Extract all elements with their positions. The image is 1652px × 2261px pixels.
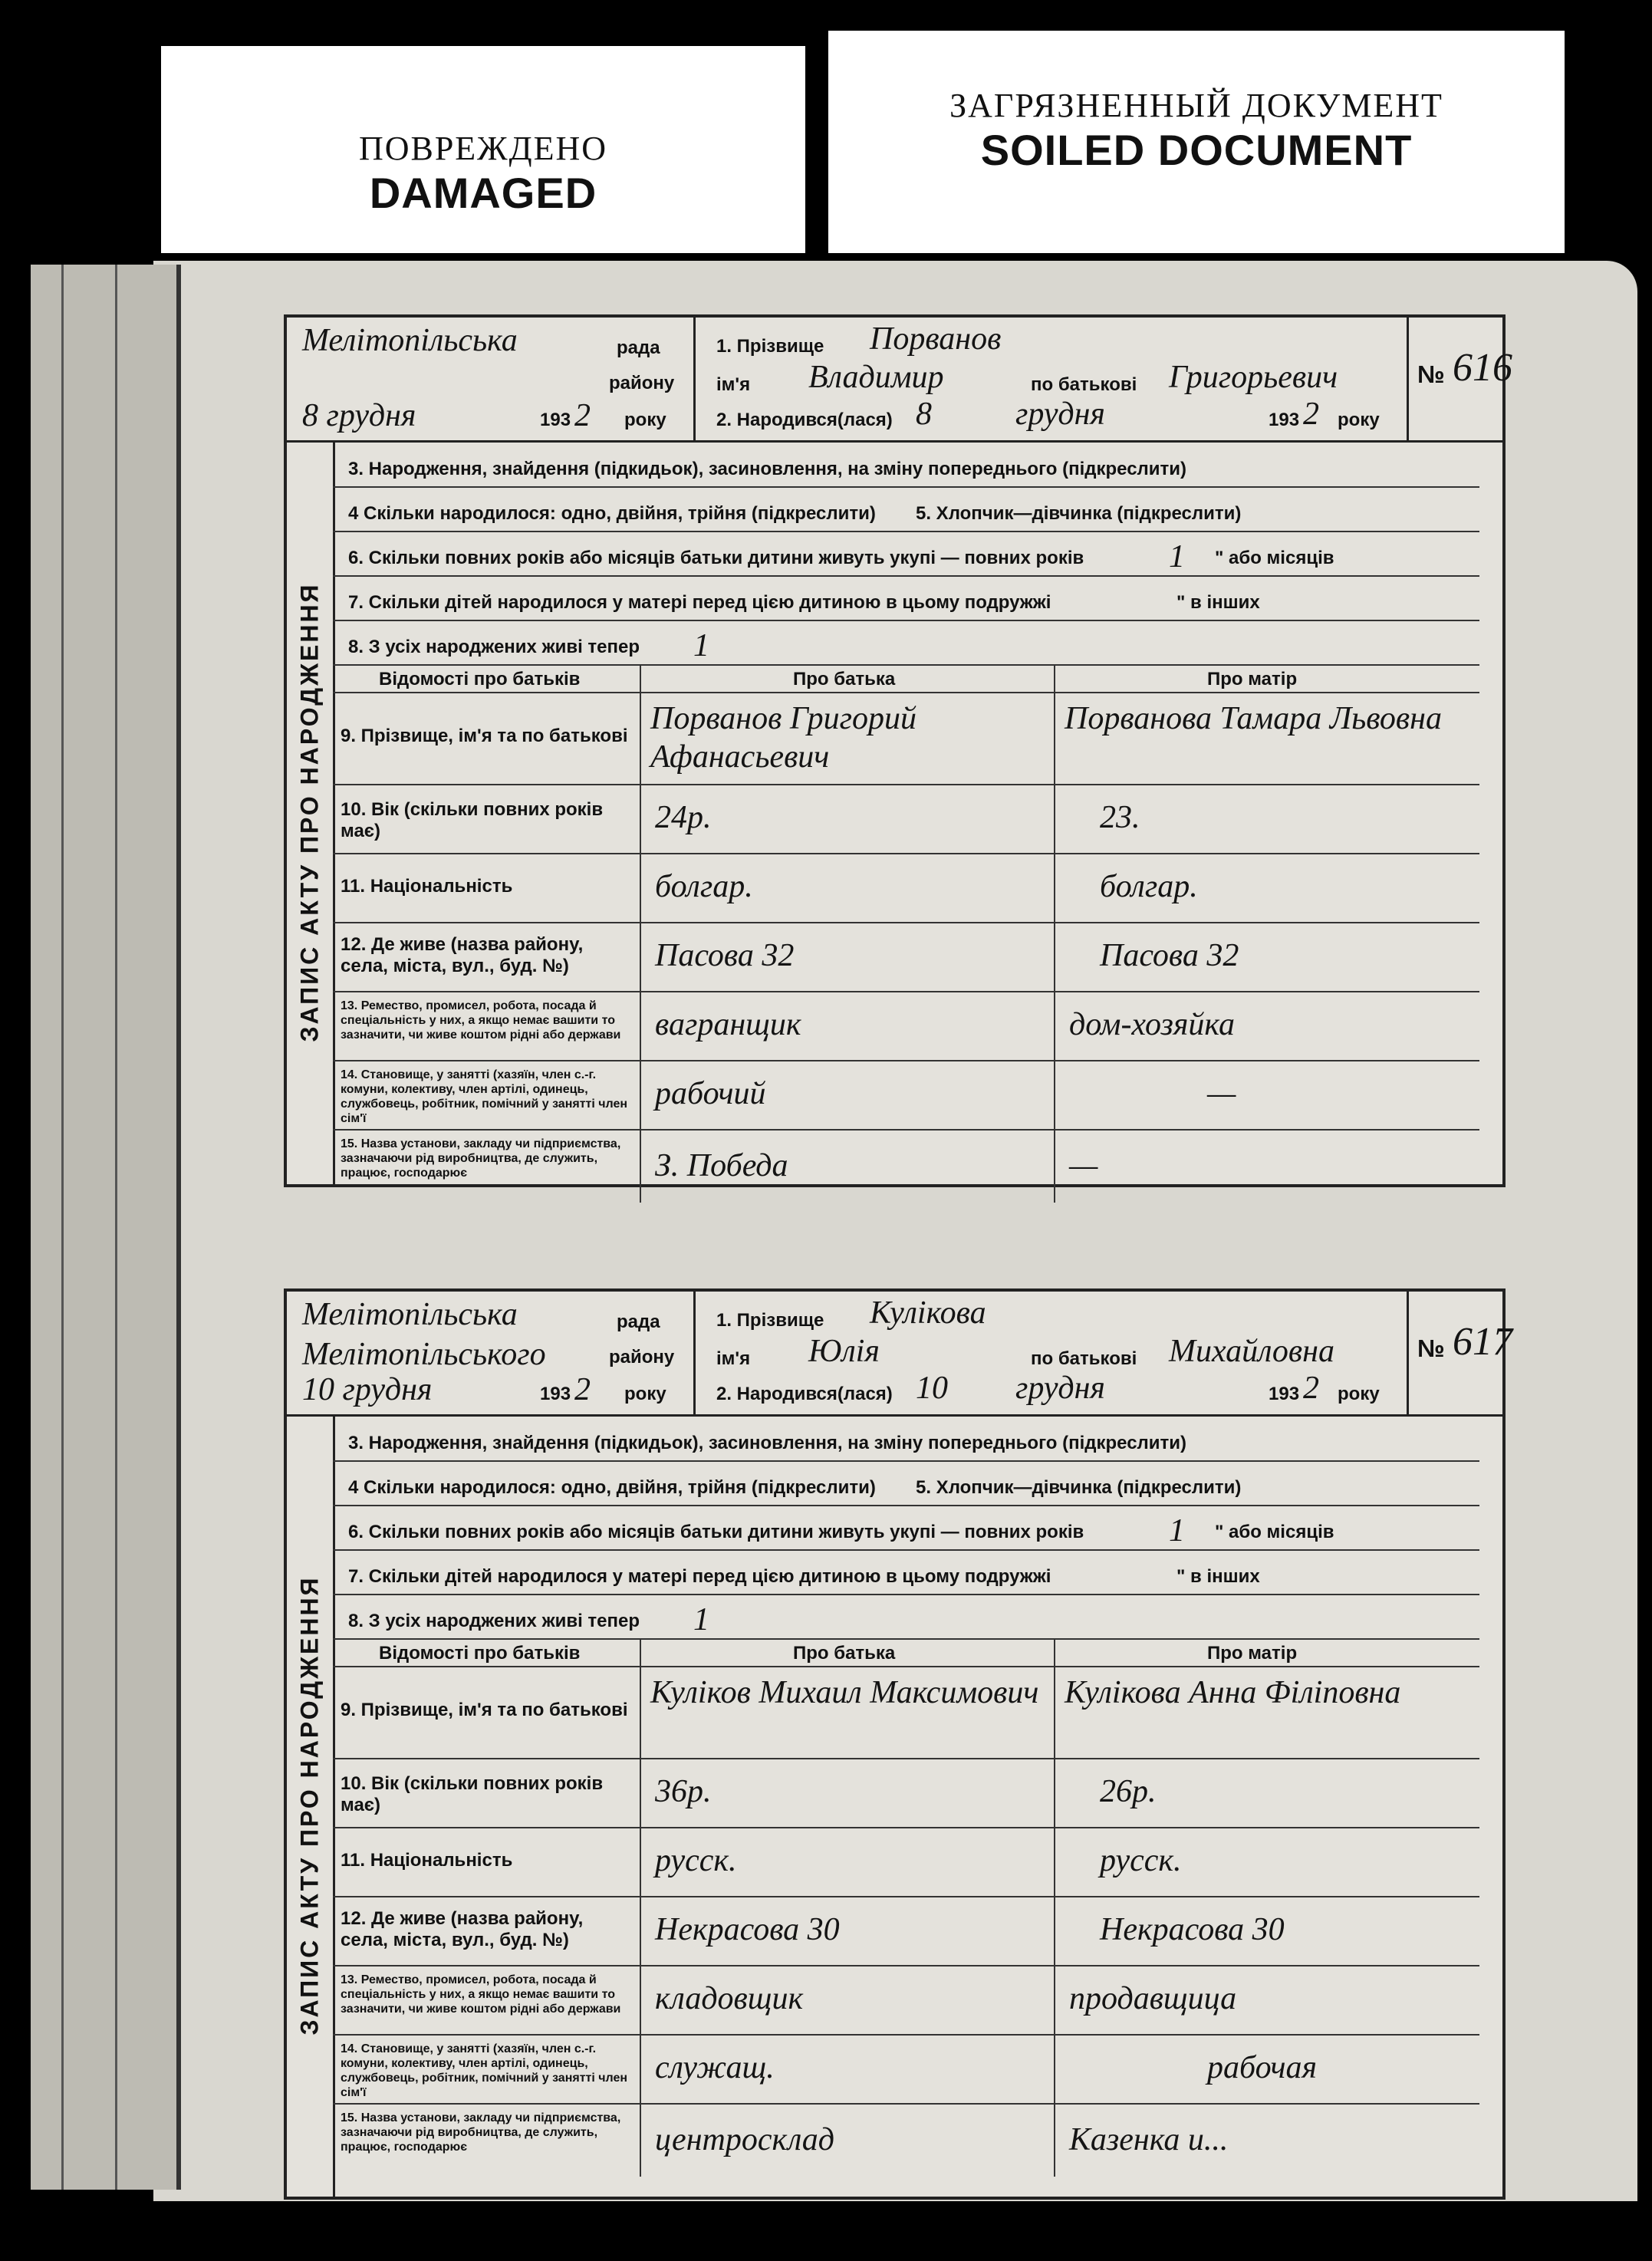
father-nationality-cell: болгар. (640, 853, 1055, 923)
father-status-cell: служащ. (640, 2034, 1055, 2105)
mother-name-cell: Кулікова Анна Філіповна (1054, 1666, 1479, 1759)
birth-month-handwritten: грудня (1015, 397, 1105, 432)
rada-label: рада (617, 337, 660, 358)
col-header-info: Відомості про батьків (333, 1638, 641, 1667)
alive-handwritten: 1 (693, 628, 709, 663)
number-sign: № (1417, 1335, 1445, 1362)
mother-name-cell: Порванова Тамара Львовна (1054, 692, 1479, 785)
row11-label: 11. Національність (333, 853, 641, 923)
q3-row (333, 1414, 1479, 1462)
col-header-mother: Про матір (1054, 664, 1479, 693)
q8-row (333, 620, 1479, 666)
registration-date-handwritten: 10 грудня (302, 1372, 433, 1407)
record-header (287, 318, 1512, 443)
row13-label: 13. Ремество, промисел, робота, посада й спеціальність у них, а якщо немає вашити то зазначити, чи живе коштом рідні або держави (333, 991, 641, 1061)
q6-row (333, 1505, 1479, 1551)
roku-label: року (624, 1384, 666, 1404)
q4-label: 4 Скільки народилося: одно, двійня, трійня (підкреслити) (348, 1477, 876, 1498)
birth-day-handwritten: 8 (916, 397, 932, 432)
q7-label: 7. Скільки дітей народилося у матері перед цією дитиною в цьому подружжі (348, 592, 1051, 613)
registration-date-handwritten: 8 грудня (302, 398, 416, 433)
col-header-father: Про батька (640, 664, 1055, 693)
side-title-text: ЗАПИС АКТУ ПРО НАРОДЖЕННЯ (295, 1575, 324, 2036)
mother-status-cell: рабочая (1054, 2034, 1479, 2105)
q3-label: 3. Народження, знайдення (підкидьок), засиновлення, на зміну попереднього (підкреслити) (348, 459, 1187, 479)
birth-day-handwritten: 10 (916, 1371, 948, 1406)
father-age-cell: 36р. (640, 1758, 1055, 1828)
surname-label: 1. Прізвище (716, 1310, 824, 1331)
record-number-handwritten: 616 (1453, 346, 1512, 390)
mother-nationality-cell: болгар. (1054, 853, 1479, 923)
record-number-handwritten: 617 (1453, 1320, 1512, 1364)
birth-year-print: 193 (1269, 1384, 1300, 1404)
birth-year-handwritten: 2 (1303, 397, 1319, 432)
damaged-label-ru: ПОВРЕЖДЕНО (358, 130, 608, 167)
q5-label: 5. Хлопчик—дівчинка (підкреслити) (916, 1477, 1242, 1498)
father-address-cell: Пасова 32 (640, 922, 1055, 992)
child-block (693, 318, 1409, 440)
council-block (287, 1292, 696, 1414)
q4-q5-row (333, 1460, 1479, 1506)
name-handwritten: Юлія (808, 1334, 880, 1369)
row14-label: 14. Становище, у занятті (хазяїн, член с.-г. комуни, колективу, член артілі, одинець, службовець, робітник, помічний у занятті член сім'ї (333, 1060, 641, 1130)
row13-label: 13. Ремество, промисел, робота, посада й спеціальність у них, а якщо немає вашити то зазначити, чи живе коштом рідні або держави (333, 1965, 641, 2036)
row12-label: 12. Де живе (назва району, села, міста, вул., буд. №) (333, 922, 641, 992)
q7-others-label: " в інших (1176, 1566, 1260, 1587)
row10-label: 10. Вік (скільки повних років має) (333, 784, 641, 854)
soiled-label (828, 31, 1565, 253)
father-address-cell: Некрасова 30 (640, 1896, 1055, 1966)
col-header-father: Про батька (640, 1638, 1055, 1667)
council-handwritten: Мелітопільська (302, 323, 518, 358)
q3-label: 3. Народження, знайдення (підкидьок), засиновлення, на зміну попереднього (підкреслити) (348, 1433, 1187, 1453)
soiled-label-en: SOILED DOCUMENT (980, 126, 1413, 174)
row12-label: 12. Де живе (назва району, села, міста, вул., буд. №) (333, 1896, 641, 1966)
father-name-cell: Порванов Григорий Афанасьевич (640, 692, 1055, 785)
q7-row (333, 1549, 1479, 1595)
mother-address-cell: Пасова 32 (1054, 922, 1479, 992)
father-nationality-cell: русск. (640, 1827, 1055, 1897)
name-label: ім'я (716, 1348, 751, 1369)
rada-label: рада (617, 1312, 660, 1332)
mother-age-cell: 26р. (1054, 1758, 1479, 1828)
record-number-block (1407, 318, 1512, 440)
patronymic-handwritten: Григорьевич (1169, 360, 1338, 395)
q4-q5-row (333, 486, 1479, 532)
row14-label: 14. Становище, у занятті (хазяїн, член с.-г. комуни, колективу, член артілі, одинець, службовець, робітник, помічний у занятті член сім'ї (333, 2034, 641, 2105)
folder-binding (31, 265, 181, 2190)
council-handwritten: Мелітопільська (302, 1297, 518, 1332)
father-status-cell: рабочий (640, 1060, 1055, 1130)
col-header-info: Відомості про батьків (333, 664, 641, 693)
birth-year-handwritten: 2 (1303, 1371, 1319, 1406)
mother-occupation-cell: дом-хозяйка (1054, 991, 1479, 1061)
q3-row (333, 440, 1479, 488)
father-name-cell: Куліков Михаил Максимович (640, 1666, 1055, 1759)
q6-row (333, 531, 1479, 577)
father-occupation-cell: кладовщик (640, 1965, 1055, 2036)
row9-label: 9. Прізвище, ім'я та по батькові (333, 1666, 641, 1759)
name-label: ім'я (716, 374, 751, 395)
born-label: 2. Народився(лася) (716, 1384, 893, 1404)
birth-record-617 (284, 1288, 1512, 2200)
year-handwritten: 2 (574, 398, 591, 433)
year-print: 193 (540, 1384, 571, 1404)
q8-label: 8. З усіх народжених живі тепер (348, 637, 640, 657)
father-occupation-cell: вагранщик (640, 991, 1055, 1061)
birth-record-616 (284, 314, 1512, 1187)
born-label: 2. Народився(лася) (716, 410, 893, 430)
q8-row (333, 1594, 1479, 1640)
row15-label: 15. Назва установи, закладу чи підприємства, зазначаючи рід виробництва, де служить, працює, господарює (333, 1129, 641, 1203)
alive-handwritten: 1 (693, 1602, 709, 1637)
soiled-label-ru: ЗАГРЯЗНЕННЫЙ ДОКУМЕНТ (949, 87, 1443, 124)
row9-label: 9. Прізвище, ім'я та по батькові (333, 692, 641, 785)
q6-label: 6. Скільки повних років або місяців батьки дитини живуть укупі — повних років (348, 1522, 1084, 1542)
patronymic-label: по батькові (1031, 374, 1137, 395)
birth-year-print: 193 (1269, 410, 1300, 430)
patronymic-label: по батькові (1031, 1348, 1137, 1369)
name-handwritten: Владимир (808, 360, 944, 395)
q6-label: 6. Скільки повних років або місяців батьки дитини живуть укупі — повних років (348, 548, 1084, 568)
surname-label: 1. Прізвище (716, 336, 824, 357)
number-sign: № (1417, 360, 1445, 388)
birth-roku-label: року (1338, 1384, 1380, 1404)
q5-label: 5. Хлопчик—дівчинка (підкреслити) (916, 503, 1242, 524)
mother-address-cell: Некрасова 30 (1054, 1896, 1479, 1966)
col-header-mother: Про матір (1054, 1638, 1479, 1667)
father-workplace-cell: центросклад (640, 2103, 1055, 2177)
row15-label: 15. Назва установи, закладу чи підприємства, зазначаючи рід виробництва, де служить, працює, господарює (333, 2103, 641, 2177)
side-title-text: ЗАПИС АКТУ ПРО НАРОДЖЕННЯ (295, 582, 324, 1042)
damaged-label (161, 46, 805, 253)
q7-others-label: " в інших (1176, 592, 1260, 613)
row10-label: 10. Вік (скільки повних років має) (333, 1758, 641, 1828)
fold-line (115, 265, 117, 2190)
year-print: 193 (540, 410, 571, 430)
q8-label: 8. З усіх народжених живі тепер (348, 1611, 640, 1631)
record-side-title (287, 440, 335, 1184)
mother-age-cell: 23. (1054, 784, 1479, 854)
mother-workplace-cell: — (1069, 1148, 1098, 1183)
mother-workplace-cell: Казенка и... (1069, 2122, 1229, 2157)
birth-roku-label: року (1338, 410, 1380, 430)
rayon-handwritten: Мелітопільського (302, 1337, 546, 1372)
child-block (693, 1292, 1409, 1414)
mother-status-cell: — (1054, 1060, 1479, 1130)
row11-label: 11. Національність (333, 1827, 641, 1897)
q7-label: 7. Скільки дітей народилося у матері перед цією дитиною в цьому подружжі (348, 1566, 1051, 1587)
record-side-title (287, 1414, 335, 2197)
fold-line (61, 265, 64, 2190)
years-together-handwritten: 1 (1169, 539, 1185, 574)
record-number-block (1407, 1292, 1512, 1414)
record-header (287, 1292, 1512, 1417)
council-block (287, 318, 696, 440)
birth-month-handwritten: грудня (1015, 1371, 1105, 1406)
father-age-cell: 24р. (640, 784, 1055, 854)
mother-nationality-cell: русск. (1054, 1827, 1479, 1897)
mother-occupation-cell: продавщица (1054, 1965, 1479, 2036)
roku-label: року (624, 410, 666, 430)
damaged-label-en: DAMAGED (369, 169, 597, 217)
q4-label: 4 Скільки народилося: одно, двійня, трійня (підкреслити) (348, 503, 876, 524)
q6-months-label: " або місяців (1215, 1522, 1334, 1542)
rayon-label: району (609, 373, 675, 393)
year-handwritten: 2 (574, 1372, 591, 1407)
years-together-handwritten: 1 (1169, 1513, 1185, 1548)
surname-handwritten: Порванов (870, 321, 1002, 357)
rayon-label: району (609, 1347, 675, 1367)
father-workplace-cell: З. Победа (640, 1129, 1055, 1203)
surname-handwritten: Кулікова (870, 1295, 986, 1331)
q7-row (333, 575, 1479, 621)
q6-months-label: " або місяців (1215, 548, 1334, 568)
patronymic-handwritten: Михайловна (1169, 1334, 1334, 1369)
